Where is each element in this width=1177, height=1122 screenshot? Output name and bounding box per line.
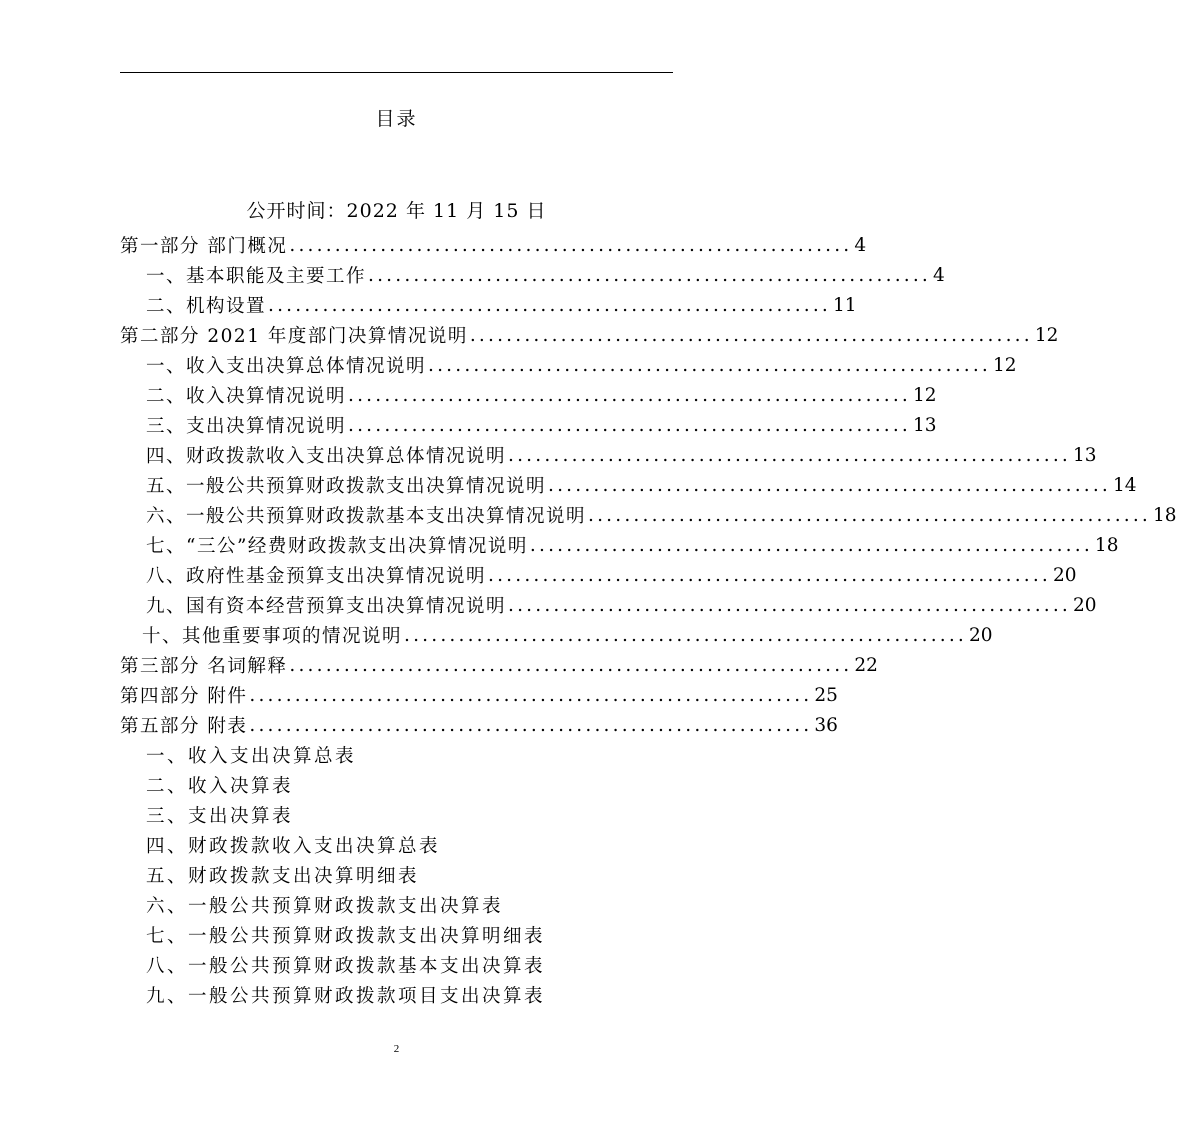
- toc-leader-dots: ..............................................................: [249, 714, 813, 736]
- toc-entry-page: 20: [1073, 594, 1097, 616]
- toc-leader-dots: ..............................................................: [404, 624, 968, 646]
- toc-entry-label: 一、收入支出决算总表: [146, 746, 357, 767]
- toc-entry[interactable]: [120, 680, 838, 710]
- toc-entry-label: 第一部分 部门概况: [120, 236, 288, 257]
- toc-entry[interactable]: [120, 320, 1059, 350]
- toc-entry[interactable]: [146, 830, 440, 860]
- toc-leader-dots: ..............................................................: [289, 654, 853, 676]
- toc-entry[interactable]: [146, 800, 293, 830]
- toc-entry-label: 三、支出决算情况说明: [146, 416, 347, 437]
- toc-entry[interactable]: [146, 470, 1137, 500]
- toc-entry[interactable]: [146, 590, 1097, 620]
- toc-leader-dots: ..............................................................: [368, 264, 932, 286]
- toc-leader-dots: ..............................................................: [469, 324, 1033, 346]
- publish-time: 公开时间：2022 年 11 月 15 日: [246, 200, 547, 222]
- toc-entry-label: 一、收入支出决算总体情况说明: [146, 356, 427, 377]
- toc-leader-dots: ..............................................................: [529, 534, 1093, 556]
- toc-entry-label: 五、财政拨款支出决算明细表: [146, 866, 420, 887]
- toc-entry[interactable]: [146, 500, 1177, 530]
- toc-entry-label: 三、支出决算表: [146, 806, 294, 827]
- toc-entry-label: 一、基本职能及主要工作: [146, 266, 367, 287]
- toc-entry[interactable]: [146, 950, 545, 980]
- toc-entry-label: 九、国有资本经营预算支出决算情况说明: [146, 596, 507, 617]
- toc-leader-dots: ..............................................................: [588, 504, 1152, 526]
- toc-leader-dots: ..............................................................: [428, 354, 992, 376]
- toc-entry-label: 八、政府性基金预算支出决算情况说明: [146, 566, 487, 587]
- toc-entry[interactable]: [146, 980, 545, 1010]
- toc-entry-page: 25: [814, 684, 838, 706]
- toc-entry-label: 第四部分 附件: [120, 686, 248, 707]
- toc-entry-page: 18: [1153, 504, 1177, 526]
- toc-entry[interactable]: [146, 530, 1119, 560]
- toc-entry-page: 12: [1034, 324, 1059, 346]
- toc-entry[interactable]: [146, 260, 945, 290]
- toc-entry-label: 四、财政拨款收入支出决算总体情况说明: [146, 446, 507, 467]
- toc-entry[interactable]: [120, 710, 838, 740]
- toc-entry[interactable]: [120, 230, 867, 260]
- toc-leader-dots: ..............................................................: [268, 294, 832, 316]
- toc-entry-label: 六、一般公共预算财政拨款支出决算表: [146, 896, 504, 917]
- toc-entry[interactable]: [146, 890, 503, 920]
- toc-leader-dots: ..............................................................: [348, 384, 912, 406]
- toc-entry-page: 11: [833, 294, 857, 316]
- toc-entry-label: 第二部分 2021 年度部门决算情况说明: [120, 326, 468, 347]
- toc-entry-label: 第三部分 名词解释: [120, 656, 288, 677]
- page-number: 2: [393, 1043, 400, 1055]
- toc-entry[interactable]: [120, 650, 878, 680]
- toc-entry-label: 二、收入决算情况说明: [146, 386, 347, 407]
- toc-entry-page: 22: [854, 654, 878, 676]
- toc-entry-page: 36: [814, 714, 838, 736]
- toc-leader-dots: ..............................................................: [508, 444, 1072, 466]
- page-title: 目录: [375, 108, 418, 130]
- toc-entry-label: 四、财政拨款收入支出决算总表: [146, 836, 441, 857]
- toc-entry-label: 十、其他重要事项的情况说明: [142, 626, 403, 647]
- toc-entry-page: 20: [1053, 564, 1077, 586]
- toc-entry-page: 14: [1113, 474, 1137, 496]
- toc-entry-page: 18: [1094, 534, 1119, 556]
- toc-entry-label: 七、一般公共预算财政拨款支出决算明细表: [146, 926, 546, 947]
- toc-leader-dots: ..............................................................: [508, 594, 1072, 616]
- toc-entry-page: 13: [913, 414, 937, 436]
- toc-leader-dots: ..............................................................: [348, 414, 912, 436]
- toc-leader-dots: ..............................................................: [488, 564, 1052, 586]
- toc-entry[interactable]: [146, 350, 1017, 380]
- toc-entry-page: 12: [913, 384, 937, 406]
- toc-entry[interactable]: [146, 770, 293, 800]
- toc-entry[interactable]: [146, 410, 937, 440]
- toc-entry-label: 八、一般公共预算财政拨款基本支出决算表: [146, 956, 546, 977]
- toc-entry[interactable]: [146, 440, 1097, 470]
- toc-entry-label: 第五部分 附表: [120, 716, 248, 737]
- toc-entry-page: 20: [969, 624, 993, 646]
- toc-entry-label: 二、机构设置: [146, 296, 267, 317]
- toc-entry-label: 五、一般公共预算财政拨款支出决算情况说明: [146, 476, 547, 497]
- toc-entry[interactable]: [146, 380, 937, 410]
- toc-leader-dots: ..............................................................: [249, 684, 813, 706]
- toc-entry[interactable]: [146, 860, 419, 890]
- toc-entry-page: 4: [933, 264, 945, 286]
- toc-entry[interactable]: [146, 740, 356, 770]
- toc-leader-dots: ..............................................................: [548, 474, 1112, 496]
- toc-entry-page: 12: [993, 354, 1017, 376]
- toc-entry[interactable]: [146, 560, 1077, 590]
- toc-leader-dots: ..............................................................: [289, 234, 853, 256]
- toc-entry-page: 13: [1073, 444, 1097, 466]
- toc-entry-label: 二、收入决算表: [146, 776, 294, 797]
- toc-entry-label: 六、一般公共预算财政拨款基本支出决算情况说明: [146, 506, 587, 527]
- toc-entry[interactable]: [146, 920, 545, 950]
- toc-entry[interactable]: [142, 620, 993, 650]
- toc-entry[interactable]: [146, 290, 857, 320]
- header-rule: [120, 72, 673, 73]
- toc-entry-page: 4: [854, 234, 867, 256]
- toc-entry-label: 七、“三公”经费财政拨款支出决算情况说明: [146, 536, 528, 557]
- toc-entry-label: 九、一般公共预算财政拨款项目支出决算表: [146, 986, 546, 1007]
